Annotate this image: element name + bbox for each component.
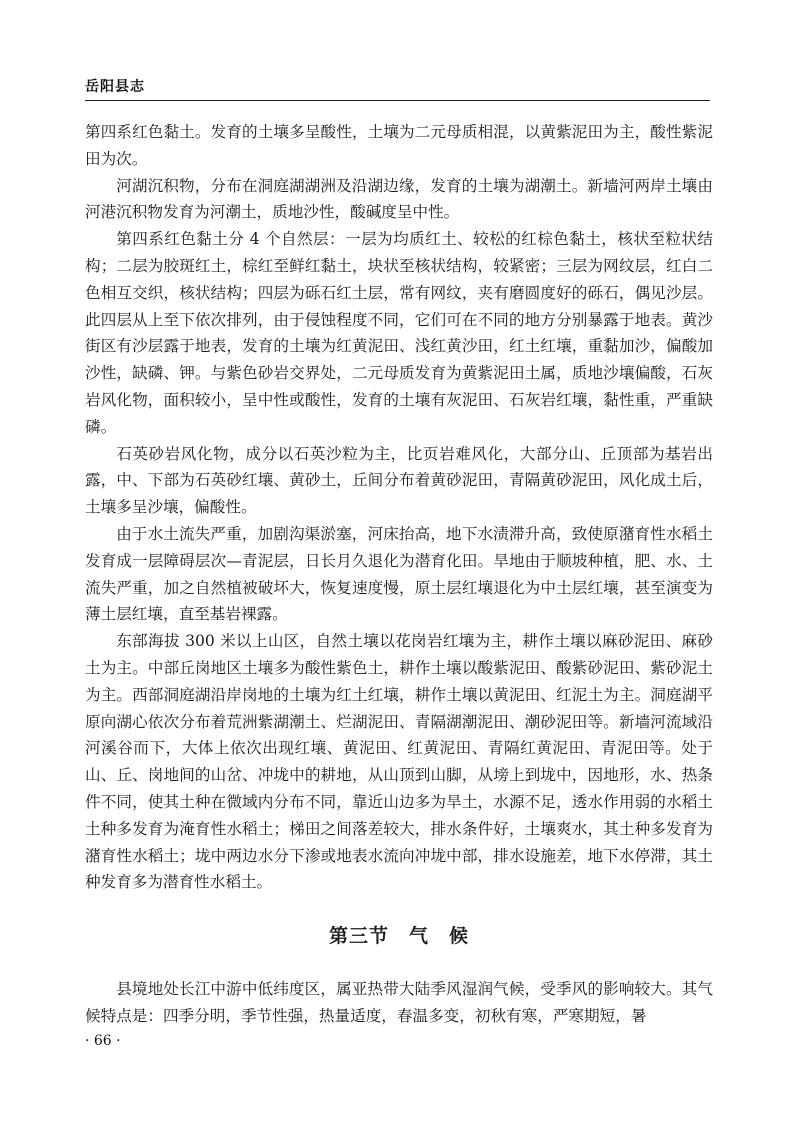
body-paragraph: 东部海拔 300 米以上山区，自然土壤以花岗岩红壤为主，耕作土壤以麻砂泥田、麻砂土为主。中部丘岗地区土壤多为酸性紫色土，耕作土壤以酸紫泥田、酸紫砂泥田、紫砂泥土为主。西部洞庭湖沿岸岗地的土壤为红土红壤，耕作土壤以黄泥田、红泥土为主。洞庭湖平原向湖心依次分布着荒洲紫湖潮土、烂湖泥田、青隔湖潮泥田、潮砂泥田等。新墙河流域沿河溪谷而下，大体上依次出现红壤、黄泥田、红黄泥田、青隔红黄泥田、青泥田等。处于山、丘、岗地间的山岔、冲垅中的耕地，从山顶到山脚，从塝上到垅中，因地形，水、热条件不同，使其土种在微域内分布不同，靠近山边多为旱土，水源不足，透水作用弱的水稻土土种多发育为淹育性水稻土；梯田之间落差较大，排水条件好，土壤爽水，其土种多发育为潴育性水稻土；垅中两边水分下渗或地表水流向冲垅中部，排水设施差，地下水停滞，其土种发育多为潜育性水稻土。 [85,632,713,892]
body-paragraph: 第四系红色黏土分 4 个自然层：一层为均质红土、较松的红棕色黏土，核状至粒状结构；二层为胶斑红土，棕红至鲜红黏土，块状至核状结构，较紧密；三层为网纹层，红白二色相互交织，核状结构；四层为砾石红土层，常有网纹，夹有磨圆度好的砾石，偶见沙层。此四层从上至下依次排列，由于侵蚀程度不同，它们可在不同的地方分别暴露于地表。黄沙街区有沙层露于地表，发育的土壤为红黄泥田、浅红黄沙田，红土红壤，重黏加沙，偏酸加沙性，缺磷、钾。与紫色砂岩交界处，二元母质发育为黄紫泥田土属，质地沙壤偏酸，石灰岩风化物，面积较小，呈中性或酸性，发育的土壤有灰泥田、石灰岩红壤，黏性重，严重缺磷。 [85,230,713,436]
body-paragraph: 第四系红色黏土。发育的土壤多呈酸性，土壤为二元母质相混，以黄紫泥田为主，酸性紫泥田为次。 [85,123,713,168]
page-body [85,119,713,1030]
body-paragraph: 河湖沉积物，分布在洞庭湖湖洲及沿湖边缘，发育的土壤为湖潮土。新墙河两岸土壤由河港沉积物发育为河潮土，质地沙性，酸碱度呈中性。 [85,176,713,222]
body-paragraph: 由于水土流失严重，加剧沟渠淤塞，河床抬高，地下水渍滞升高，致使原潴育性水稻土发育成一层障碍层次—青泥层，日长月久退化为潜育化田。旱地由于顺坡种植，肥、水、土流失严重，加之自然植被破坏大，恢复速度慢，原土层红壤退化为中土层红壤，甚至演变为薄土层红壤，直至基岩裸露。 [85,524,713,624]
header-rule [85,100,710,101]
body-paragraph: 石英砂岩风化物，成分以石英沙粒为主，比页岩难风化，大部分山、丘顶部为基岩出露，中、下部为石英砂红壤、黄砂土，丘间分布着黄砂泥田，青隔黄砂泥田，风化成土后，土壤多呈沙壤，偏酸性。 [85,444,713,517]
body-paragraph: 县境地处长江中游中低纬度区，属亚热带大陆季风湿润气候，受季风的影响较大。其气候特点是：四季分明，季节性强，热量适度，春温多变，初秋有寒，严寒期短，暑 [85,980,713,1025]
running-head-title: 岳阳县志 [85,79,145,95]
page-number: · 66 · [85,1033,121,1049]
section-heading: 第三节 气 候 [328,925,469,948]
